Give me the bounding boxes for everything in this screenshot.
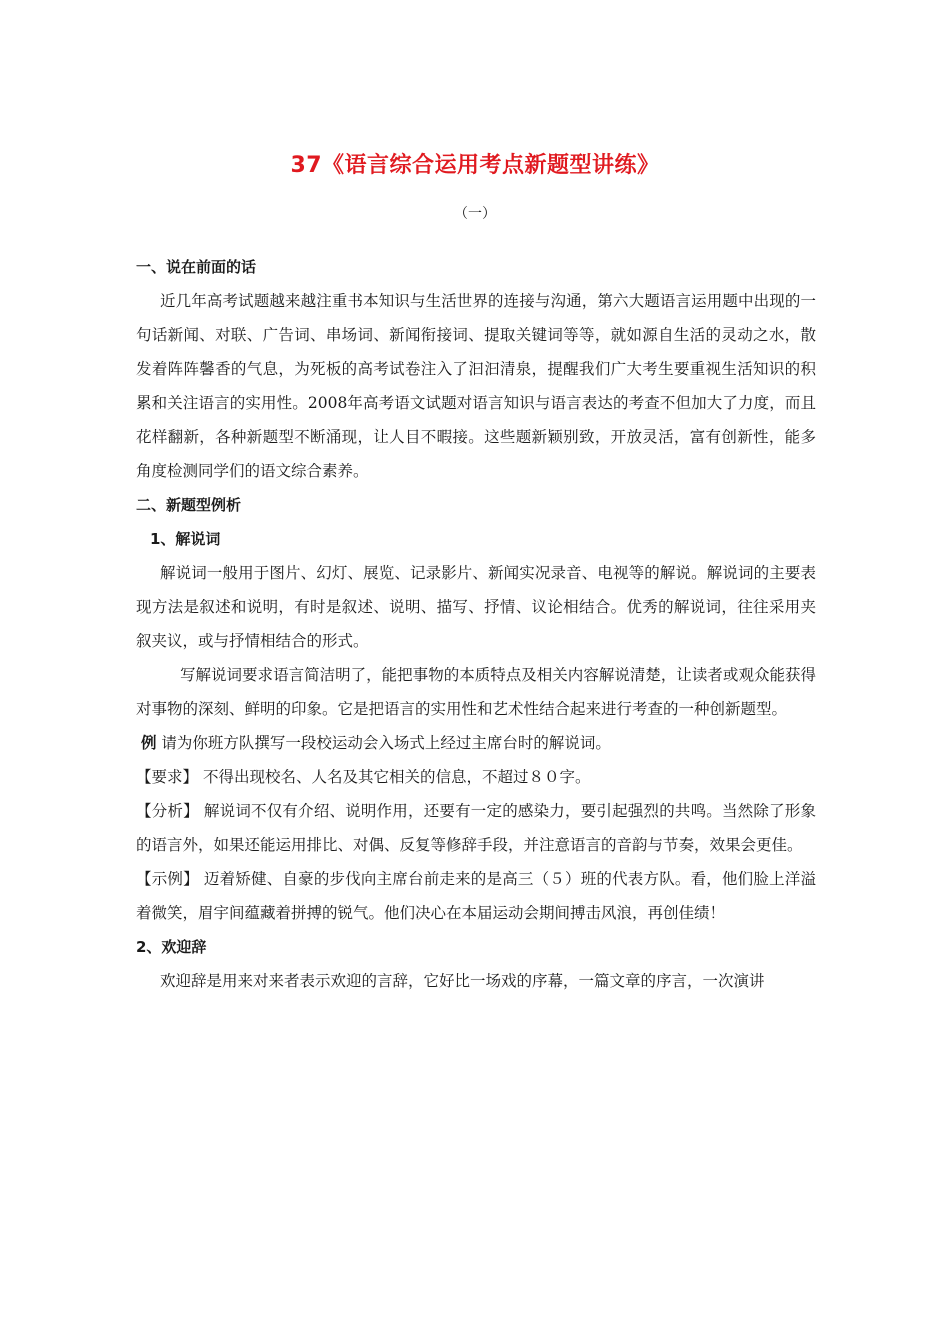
section1-paragraph: 近几年高考试题越来越注重书本知识与生活世界的连接与沟通，第六大题语言运用题中出现的一句话新闻、对联、广告词、串场词、新闻衔接词、提取关键词等等，就如源自生活的灵动之水，散发着阵阵馨香的气息，为死板的高考试卷注入了汩汩清泉，提醒我们广大考生要重视生活知识的积累和关注语言的实用性。2008年高考语文试题对语言知识与语言表达的考查不但加大了力度，而且花样翻新，各种新题型不断涌现，让人目不暇接。这些题新颖别致，开放灵活，富有创新性，能多角度检测同学们的语文综合素养。 [136,292,816,480]
example-label: 例 [140,734,157,752]
requirement-line [136,760,816,794]
sample-text: 迈着矫健、自豪的步伐向主席台前走来的是高三（５）班的代表方队。看，他们脸上洋溢着微笑，眉宇间蕴藏着拼搏的锐气。他们决心在本届运动会期间搏击风浪，再创佳绩！ [136,870,816,922]
analysis-paragraph [136,794,816,862]
subsection-heading-1: 1、解说词 [150,530,221,548]
section-heading-1: 一、说在前面的话 [136,258,257,276]
subsection1-paragraph-1: 解说词一般用于图片、幻灯、展览、记录影片、新闻实况录音、电视等的解说。解说词的主要表现方法是叙述和说明，有时是叙述、说明、描写、抒情、议论相结合。优秀的解说词，往往采用夹叙夹议，或与抒情相结合的形式。 [136,564,816,650]
analysis-text: 解说词不仅有介绍、说明作用，还要有一定的感染力，要引起强烈的共鸣。当然除了形象的语言外，如果还能运用排比、对偶、反复等修辞手段，并注意语言的音韵与节奏，效果会更佳。 [136,802,816,854]
document-body [136,250,816,998]
subsection2-paragraph-1: 欢迎辞是用来对来者表示欢迎的言辞，它好比一场戏的序幕，一篇文章的序言，一次演讲 [160,972,765,990]
example-line [136,726,816,760]
sample-label: 【示例】 [136,870,199,888]
section-heading-2: 二、新题型例析 [136,496,242,514]
subsection1-paragraph-2: 写解说词要求语言简洁明了，能把事物的本质特点及相关内容解说清楚，让读者或观众能获得对事物的深刻、鲜明的印象。它是把语言的实用性和艺术性结合起来进行考查的一种创新题型。 [136,666,816,718]
requirement-label: 【要求】 [136,768,199,786]
example-text: 请为你班方队撰写一段校运动会入场式上经过主席台时的解说词。 [156,734,611,752]
requirement-text: 不得出现校名、人名及其它相关的信息，不超过８０字。 [198,768,591,786]
document-subtitle: （一） [454,206,496,222]
analysis-label: 【分析】 [136,802,199,820]
document-title: 37《语言综合运用考点新题型讲练》 [290,153,660,178]
sample-paragraph [136,862,816,930]
subsection-heading-2: 2、欢迎辞 [136,938,207,956]
